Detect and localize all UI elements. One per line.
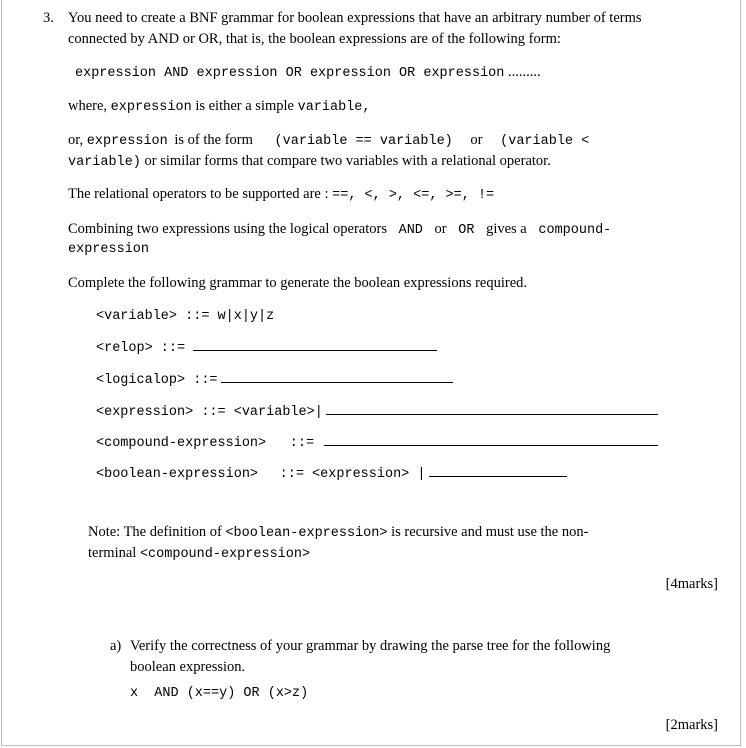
form-dots: ......... (508, 64, 541, 80)
or-or: or (470, 132, 483, 148)
where-variable: variable, (297, 100, 371, 115)
note-code-1: <boolean-expression> (225, 526, 388, 541)
rule-compound (96, 434, 658, 451)
note-code-2: <compound-expression> (139, 547, 311, 562)
part-a-line-2: boolean expression. (130, 659, 246, 675)
rule-logicalop-text: <logicalop> ::= (96, 373, 218, 388)
or-line-2 (68, 153, 551, 170)
relops-text: The relational operators to be supported are : (68, 186, 329, 202)
rule-expression (96, 403, 658, 420)
rule-variable (96, 307, 274, 324)
rule-boolean (96, 465, 567, 482)
rule-variable-text: <variable> ::= w|x|y|z (96, 309, 275, 324)
note-b: is recursive and must use the non- (391, 524, 589, 540)
or-line-1 (68, 132, 589, 149)
marks-2: [2marks] (665, 717, 718, 733)
or-mid: is of the form (174, 132, 253, 148)
rule-expression-text: <expression> ::= <variable>| (96, 405, 323, 420)
compound-answer-blank[interactable] (324, 444, 658, 446)
where-code: expression (110, 100, 192, 115)
part-a-expression: x AND (x==y) OR (x>z) (130, 686, 309, 701)
rule-relop-text: <relop> ::= (96, 341, 186, 356)
combine-or-word: or (434, 221, 447, 237)
combine-line-2: expression (68, 242, 150, 257)
or-line2-code: variable) (68, 155, 141, 170)
marks-4: [4marks] (665, 576, 718, 592)
rule-compound-op: ::= (289, 436, 315, 451)
relops-list: ==, <, >, <=, >=, != (332, 188, 495, 203)
combine-line-1 (68, 221, 611, 238)
intro-line-2: connected by AND or OR, that is, the boolean expressions are of the following form: (68, 31, 561, 47)
rule-boolean-rhs: ::= <expression> | (279, 467, 426, 482)
logicalop-answer-blank[interactable] (221, 381, 453, 383)
combine-and: AND (398, 223, 423, 238)
note-a: Note: The definition of (88, 524, 222, 540)
combine-or: OR (458, 223, 475, 238)
relops-line (68, 186, 494, 203)
where-text: where, (68, 98, 108, 114)
rule-compound-lhs: <compound-expression> (96, 436, 267, 451)
note-c: terminal (88, 545, 137, 561)
or-form-1: (variable == variable) (274, 134, 453, 149)
question-number: 3. (43, 10, 54, 26)
note-line-1 (88, 524, 588, 541)
rule-logicalop (96, 371, 453, 388)
form-line (75, 64, 541, 81)
note-line-2 (88, 545, 310, 562)
form-expression: expression AND expression OR expression OR expression (75, 66, 505, 81)
intro-line-1: You need to create a BNF grammar for boolean expressions that have an arbitrary number of terms (68, 10, 642, 26)
or-code: expression (86, 134, 168, 149)
or-form-2: (variable < (500, 134, 590, 149)
combine-code: compound- (538, 223, 612, 238)
rule-boolean-lhs: <boolean-expression> (96, 467, 259, 482)
where-tail: is either a simple (195, 98, 294, 114)
or-line2-tail: or similar forms that compare two variables with a relational operator. (144, 153, 551, 169)
where-line (68, 98, 371, 115)
part-a-label: a) (110, 638, 122, 654)
or-text: or, (68, 132, 84, 148)
combine-text: Combining two expressions using the logical operators (68, 221, 387, 237)
rule-relop (96, 339, 437, 356)
boolean-answer-blank[interactable] (429, 475, 567, 477)
expression-answer-blank[interactable] (326, 413, 658, 415)
part-a-line-1: Verify the correctness of your grammar by drawing the parse tree for the following (130, 638, 611, 654)
relop-answer-blank[interactable] (193, 349, 437, 351)
complete-text: Complete the following grammar to generate the boolean expressions required. (68, 275, 528, 291)
combine-gives: gives a (486, 221, 527, 237)
